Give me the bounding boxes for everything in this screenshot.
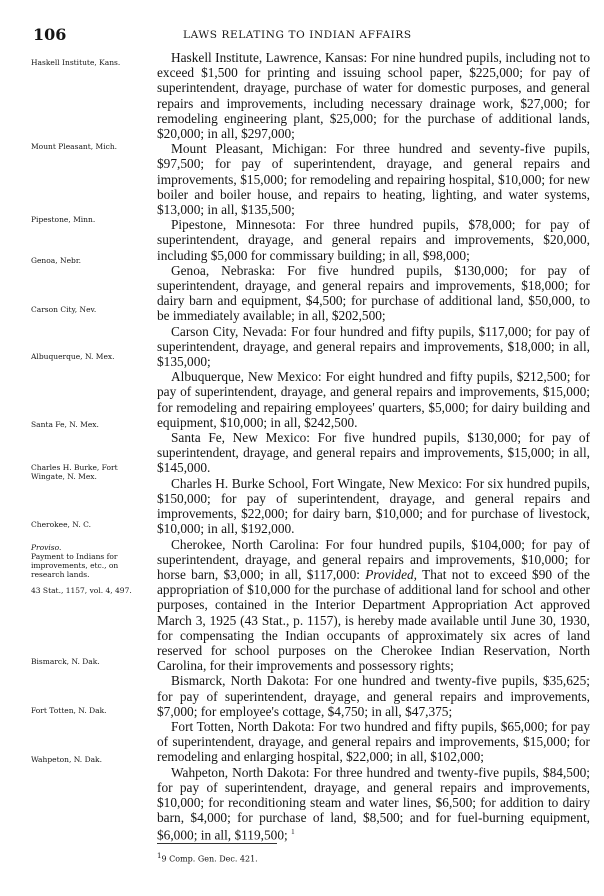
paragraph-cherokee	[157, 537, 590, 674]
paragraph-haskell: Haskell Institute, Lawrence, Kansas: For nine hundred pupils, including not to exceed $1,500 for printing and issuing school paper, $225,000; for pay of superintendent, drayage, purchase of water for domestic purposes, and general repairs and improvements, including necessary drainage work, $27,000; for remodeling engineering plant, $25,000; for the purchase of additional lands, $20,000; in all, $297,000;	[157, 50, 590, 142]
margin-note-cherokee: Cherokee, N. C.	[31, 520, 92, 529]
paragraph-cherokee-rest: That not to exceed $90 of the appropriation of $10,000 for the purchase of additional land for school and other purposes, contained in the Interior Department Appropriation Act approved March 3, 1925 (43 Stat., p. 1157), is hereby made available until June 30, 1930, for compensating the Indian occupants of approximately six acres of land reserved for school purposes on the Cherokee Indian Reservation, North Carolina, for their improvements and possessory rights;	[157, 566, 590, 674]
footnote	[157, 852, 258, 864]
paragraph-cherokee-text: Cherokee, North Carolina: For four hundred pupils, $104,000; for pay of superintendent, drayage, and general repairs and improvements, $10,000; for horse barn, $3,000; in all, $117,000:	[157, 536, 590, 582]
footnote-rule	[157, 843, 277, 844]
margin-note-proviso: Proviso.	[31, 543, 62, 552]
margin-note-carson-city: Carson City, Nev.	[31, 305, 97, 314]
paragraph-albuquerque: Albuquerque, New Mexico: For eight hundred and fifty pupils, $212,500; for pay of superintendent, drayage, and general repairs and improvements, $15,000; for remodeling and repairing employees' quarters, $5,000; for dairy building and equipment, $10,000; in all, $242,500.	[157, 369, 590, 430]
margin-note-haskell: Haskell Institute, Kans.	[31, 58, 121, 67]
running-head: LAWS RELATING TO INDIAN AFFAIRS	[183, 29, 412, 41]
paragraph-wahpeton-text: Wahpeton, North Dakota: For three hundred and twenty-five pupils, $84,500; for pay of superintendent, drayage, and general repairs and improvements, $10,000; for reconditioning steam and water lines, $6,500; for addition to dairy barn, $4,000; for purchase of land, $8,500; and for fuel-burning equipment, $6,000; in all, $119,500;	[157, 764, 590, 843]
margin-note-fort-totten: Fort Totten, N. Dak.	[31, 706, 107, 715]
margin-note-charles-burke: Charles H. Burke, Fort Wingate, N. Mex.	[31, 463, 118, 481]
paragraph-charles-burke: Charles H. Burke School, Fort Wingate, New Mexico: For six hundred pupils, $150,000; for pay of superintendent, drayage, and general repairs and improvements, $22,000; for dairy barn, $10,000; and for purchase of livestock, $10,000; in all, $192,000.	[157, 475, 590, 537]
paragraph-fort-totten: Fort Totten, North Dakota: For two hundred and fifty pupils, $65,000; for pay of superintendent, drayage, and general repairs and improvements, $15,000; for remodeling and enlarging hospital, $22,000; in all, $102,000;	[157, 718, 590, 765]
paragraph-bismarck: Bismarck, North Dakota: For one hundred and twenty-five pupils, $35,625; for pay of superintendent, drayage, and general repairs and improvements, $7,000; for employee's cottage, $4,750; in all, $47,375;	[157, 673, 590, 719]
body-text	[157, 50, 590, 843]
margin-note-pipestone: Pipestone, Minn.	[31, 215, 96, 224]
paragraph-pipestone: Pipestone, Minnesota: For three hundred pupils, $78,000; for pay of superintendent, drayage, and general repairs and improvements, $20,000, including $5,000 for commissary building; in all, $98,000;	[157, 217, 590, 263]
paragraph-mount-pleasant: Mount Pleasant, Michigan: For three hundred and seventy-five pupils, $97,500; for pay of superintendent, drayage, and general repairs and improvements, $15,000; for remodeling and repairing hospital, $10,000; for new boiler and boiler house, and repairs to heating, lighting, and water systems, $13,000; in all, $135,500;	[157, 141, 590, 218]
margin-note-genoa: Genoa, Nebr.	[31, 256, 81, 265]
paragraph-wahpeton	[157, 765, 590, 843]
paragraph-carson-city: Carson City, Nevada: For four hundred and fifty pupils, $117,000; for pay of superintendent, drayage, and general repairs and improvements, $18,000; in all, $135,000;	[157, 323, 590, 370]
page-header	[33, 25, 598, 45]
margin-note-bismarck: Bismarck, N. Dak.	[31, 657, 100, 666]
paragraph-santa-fe: Santa Fe, New Mexico: For five hundred pupils, $130,000; for pay of superintendent, drayage, and general repairs and improvements, $15,000; in all, $145,000.	[157, 430, 590, 476]
margin-note-santa-fe: Santa Fe, N. Mex.	[31, 420, 99, 429]
paragraph-genoa: Genoa, Nebraska: For five hundred pupils, $130,000; for pay of superintendent, drayage, and general repairs and improvements, $18,000; for dairy barn and equipment, $4,500; for purchase of additional land, $50,000, to be immediately available; in all, $202,500;	[157, 262, 590, 324]
footnote-text: 9 Comp. Gen. Dec. 421.	[161, 854, 258, 864]
margin-note-wahpeton: Wahpeton, N. Dak.	[31, 755, 102, 764]
footnote-reference[interactable]: 1	[291, 828, 295, 837]
page-number: 106	[33, 25, 67, 44]
margin-note-payment: Payment to Indians for improvements, etc., on research lands.	[31, 552, 119, 579]
footnote-marker: 1	[157, 852, 162, 860]
proviso-word: Provided,	[365, 566, 418, 582]
margin-note-mount-pleasant: Mount Pleasant, Mich.	[31, 142, 118, 151]
margin-note-statute: 43 Stat., 1157, vol. 4, 497.	[31, 586, 132, 595]
margin-note-albuquerque: Albuquerque, N. Mex.	[31, 352, 115, 361]
